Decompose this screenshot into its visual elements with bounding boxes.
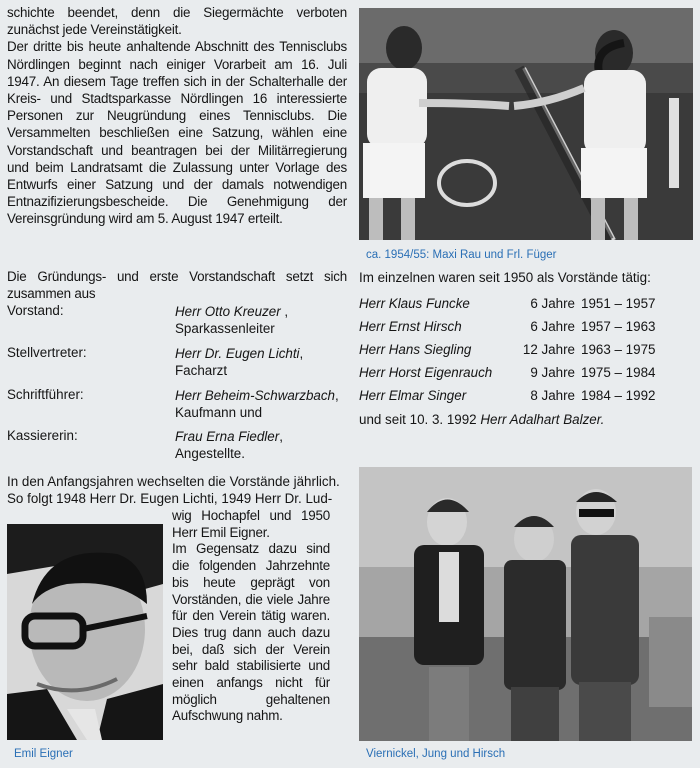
role-suffix: ,	[299, 346, 304, 361]
board-years: 9 Jahre	[530, 365, 575, 380]
board-footer	[359, 412, 604, 427]
board-row	[359, 388, 665, 403]
board-range: 1951 – 1957	[581, 296, 656, 311]
intro-paragraph: Der dritte bis heute anhaltende Abschnitt des Tennisclubs Nördlingen beginnt nach einiger Vorarbeit am 16. Juli 1947. An diesem Tage treffen sich in der Schalterhalle der Kreis- und Stadtsparkasse Nördlingen 16 interessierte Personen zur Neugründung eines Tennisclubs. Die Versammelten beschließen eine Satzung, wählen eine Vorstandschaft und beantragen bei der Militärregierung und beim Landratsamt die Zulassung unter Vorlage des Entwurfs einer Satzung und der damals notwendigen Entnazifizierungsbescheide. Die Genehmigung der Vereinsgründung wird am 5. August 1947 erteilt.	[7, 39, 347, 227]
intro-text	[7, 4, 347, 228]
board-row	[359, 319, 665, 334]
intro-carry-over: schichte beendet, denn die Siegermächte verboten zunächst jede Vereinstätigkeit.	[7, 5, 347, 38]
role-entry-stellvertreter	[175, 345, 303, 379]
role-suffix: ,	[335, 388, 339, 403]
board-name: Herr Horst Eigenrauch	[359, 365, 493, 380]
portrait-photo	[7, 524, 163, 740]
board-years: 6 Jahre	[530, 296, 575, 311]
early-years-text	[172, 508, 330, 725]
board-years: 6 Jahre	[530, 319, 575, 334]
role-title: Sparkassenleiter	[175, 321, 275, 336]
board-row	[359, 342, 665, 357]
role-title: Kaufmann und	[175, 405, 263, 420]
role-entry-kassiererin	[175, 428, 283, 462]
board-range: 1984 – 1992	[581, 388, 656, 403]
role-name: Herr Dr. Eugen Lichti	[175, 346, 300, 361]
role-name: Herr Beheim-Schwarzbach	[175, 388, 336, 403]
board-footer-name: Herr Adalhart Balzer.	[480, 412, 605, 427]
role-name: Herr Otto Kreuzer	[175, 304, 281, 319]
early-years-wrapped: wig Hochapfel und 1950 Herr Emil Eigner.	[172, 508, 330, 540]
group-image	[359, 467, 692, 741]
tennis-caption: ca. 1954/55: Maxi Rau und Frl. Füger	[366, 249, 557, 261]
board-range: 1975 – 1984	[581, 365, 656, 380]
group-caption: Viernickel, Jung und Hirsch	[366, 748, 506, 760]
role-suffix: ,	[280, 304, 289, 319]
board-range: 1957 – 1963	[581, 319, 656, 334]
role-label-schriftfuehrer: Schriftführer:	[7, 387, 84, 402]
portrait-caption: Emil Eigner	[14, 748, 73, 760]
early-years-line-1: In den Anfangsjahren wechselten die Vorstände jährlich.	[7, 474, 340, 489]
group-photo	[359, 467, 692, 741]
board-footer-prefix: und seit 10. 3. 1992	[359, 412, 477, 427]
role-label-vorstand: Vorstand:	[7, 303, 64, 318]
role-entry-vorstand	[175, 303, 288, 337]
board-name: Herr Ernst Hirsch	[359, 319, 462, 334]
board-range: 1963 – 1975	[581, 342, 656, 357]
early-years-paragraph: Im Gegensatz dazu sind die folgenden Jahrzehnte bis heute geprägt von Vorständen, die viele Jahre für den Verein tätig waren. Dies trug dann auch dazu bei, daß sich der Verein sehr bald stabilisierte und einen anfangs nicht für möglich gehaltenen Aufschwung nahm.	[172, 541, 330, 724]
role-title: Facharzt	[175, 363, 228, 378]
board-years: 12 Jahre	[522, 342, 575, 357]
early-years-line-2: So folgt 1948 Herr Dr. Eugen Lichti, 1949 Herr Dr. Lud-	[7, 491, 333, 506]
board-name: Herr Elmar Singer	[359, 388, 467, 403]
role-label-stellvertreter: Stellvertreter:	[7, 345, 87, 360]
role-title: Angestellte.	[175, 446, 245, 461]
board-years: 8 Jahre	[530, 388, 575, 403]
board-row	[359, 365, 665, 380]
role-label-kassiererin: Kassiererin:	[7, 428, 78, 443]
board-name: Herr Klaus Funcke	[359, 296, 470, 311]
role-name: Frau Erna Fiedler	[175, 429, 280, 444]
board-heading: Im einzelnen waren seit 1950 als Vorstände tätig:	[359, 270, 651, 285]
role-suffix: ,	[279, 429, 283, 444]
board-name: Herr Hans Siegling	[359, 342, 472, 357]
portrait-image	[7, 524, 163, 740]
board-row	[359, 296, 665, 311]
tennis-photo	[359, 8, 693, 240]
founding-intro: Die Gründungs- und erste Vorstandschaft setzt sich zusammen aus	[7, 269, 347, 302]
role-entry-schriftfuehrer	[175, 387, 339, 421]
tennis-image	[359, 8, 693, 240]
